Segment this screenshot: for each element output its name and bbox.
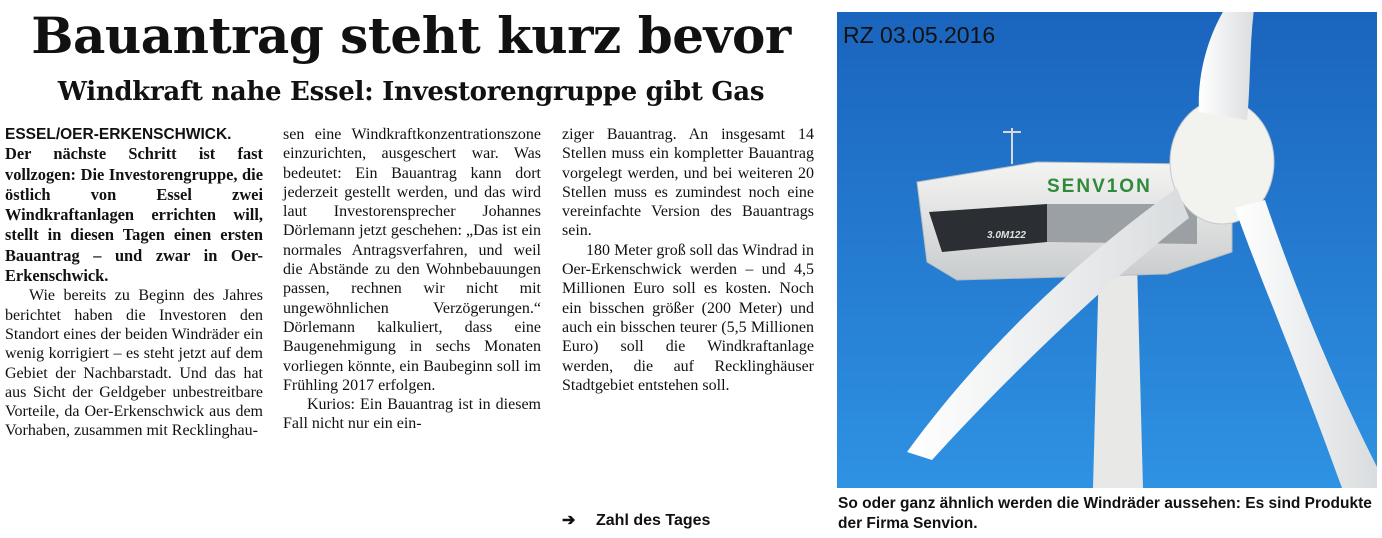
- article-dateline: ESSEL/OER-ERKENSCHWICK.: [5, 126, 232, 143]
- article-column-1-body: Wie bereits zu Beginn des Jahres berichtet haben die Investoren den Standort eines der beiden Windräder ein wenig korrigiert – es steht jetzt auf dem Gebiet der Nachbarstadt. Und das hat aus Sicht der Geldgeber unbestreitbare Vorteile, da Oer-Erkenschwick aus dem Vorhaben, zusammen mit Recklinghau-: [5, 287, 263, 440]
- article-lead: Der nächste Schritt ist fast vollzogen: Die Investorengruppe, die östlich von Essel zwei Windkraftanlagen errichten will, stellt in diesen Tagen einen ersten Bauantrag – und zwar in Oer-Erkenschwick.: [5, 144, 263, 286]
- tower-shape: [1093, 262, 1143, 488]
- article-column-1: [5, 125, 263, 441]
- newspaper-date-stamp: RZ 03.05.2016: [843, 22, 996, 48]
- article-headline: Bauantrag steht kurz bevor: [31, 6, 791, 65]
- wind-turbine-photo: [837, 12, 1377, 488]
- zahl-des-tages-reference: [562, 511, 710, 531]
- article-lead-paragraph: [5, 125, 263, 286]
- article-column-3-paragraph-2: 180 Meter groß soll das Windrad in Oer-Erkenschwick werden – und 4,5 Millionen Euro soll es kosten. Noch ein bisschen größer (200 Meter) und auch ein bisschen teurer (5,5 Millionen Euro) soll die Windkraftanlage werden, die auf Recklinghäuser Stadtgebiet entstehen soll.: [562, 241, 814, 394]
- article-column-3: [562, 125, 814, 395]
- article-column-2-paragraph-1: sen eine Windkraftkonzentrationszone einzurichten, ausgeschert war. Was bedeutet: Ein Bauantrag kann dort jederzeit gestellt werden, und das wird laut Investorensprecher Johannes Dörlemann jetzt geschehen: „Das ist ein normales Antragsverfahren, und weil die Abstände zu den Wohnbebauungen passen, rechnen wir nicht mit ungewöhnlichen Verzögerungen.“ Dörlemann kalkuliert, dass eine Baugenehmigung in sechs Monaten vorliegen könnte, ein Baubeginn soll im Frühling 2017 erfolgen.: [283, 126, 541, 394]
- nacelle-brand-label: SENV1ON: [1047, 176, 1152, 197]
- article-column-3-paragraph-1: ziger Bauantrag. An insgesamt 14 Stellen muss ein kompletter Bauantrag vorgelegt werden, und bei weiteren 20 Stellen muss es zumindest noch eine vereinfachte Version des Bauantrags sein.: [562, 126, 814, 240]
- article-column-2-paragraph-2: Kurios: Ein Bauantrag ist in diesem Fall nicht nur ein ein-: [283, 396, 541, 433]
- photo-caption: So oder ganz ähnlich werden die Windräder aussehen: Es sind Produkte der Firma Senvion.: [838, 495, 1372, 532]
- nacelle-model-label: 3.0M122: [987, 230, 1026, 241]
- article-column-2: [283, 125, 541, 434]
- article-subheadline: Windkraft nahe Essel: Investorengruppe gibt Gas: [57, 77, 765, 107]
- reference-label: Zahl des Tages: [596, 512, 711, 529]
- arrow-right-icon: ➔: [562, 512, 576, 529]
